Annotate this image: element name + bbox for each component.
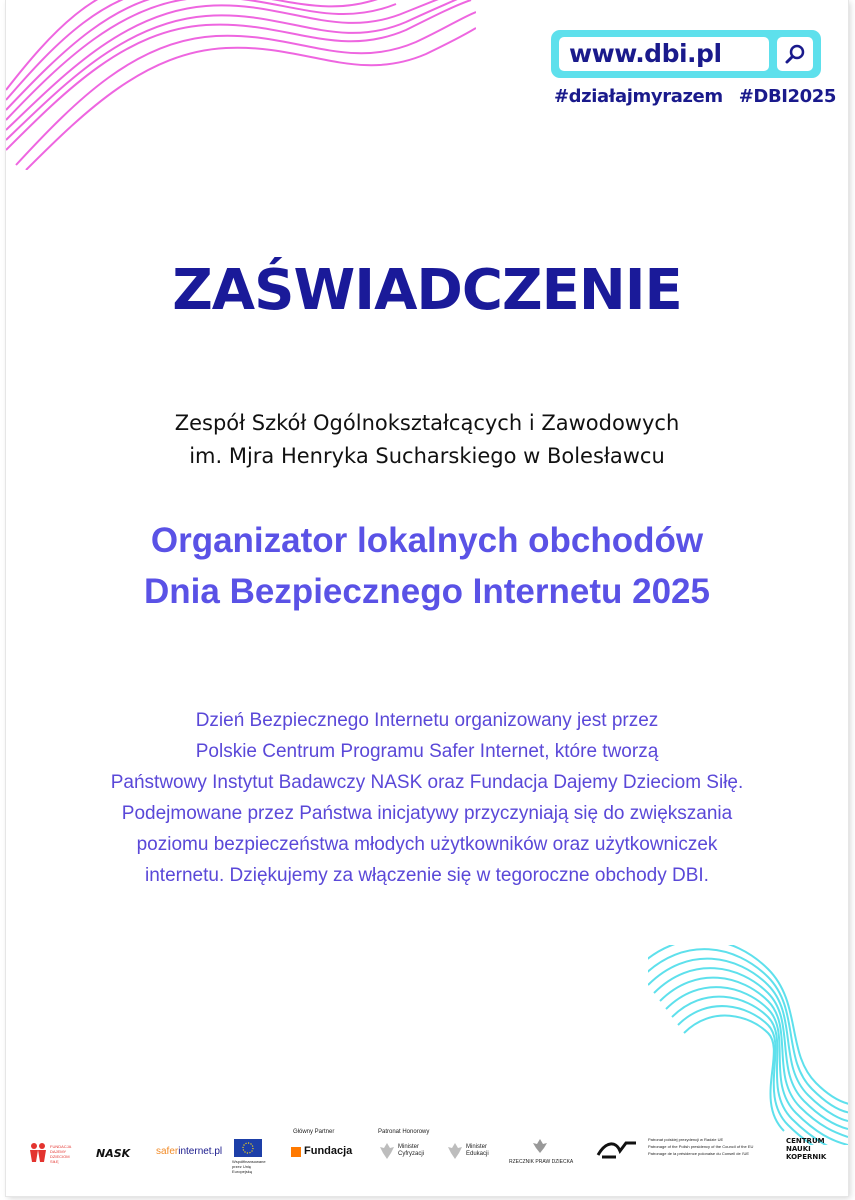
search-button[interactable] (777, 37, 813, 71)
eagle-icon (533, 1139, 547, 1153)
body-line: Państwowy Instytut Badawczy NASK oraz Fundacja Dajemy Dzieciom Siłę. (110, 772, 744, 793)
fdds-logo (28, 1142, 72, 1167)
certificate-page (6, 0, 848, 1196)
eu-logo: Współfinansowane przez Unię Europejską (234, 1139, 262, 1162)
role-line-1: Organizator lokalnych obchodów (150, 521, 704, 560)
presidency-mark-icon (596, 1137, 640, 1159)
body-line: Polskie Centrum Programu Safer Internet, które tworzą (195, 741, 659, 762)
eu-presidency-logo: Patronat polskiej prezydencji w Radzie UE Patronage of the Polish presidency of the Council of the EU Patronage de la présidence polonaise du Conseil de l'UE (596, 1137, 640, 1164)
fdds-text: FUNDACJA DAJEMY DZIECIOM SIŁĘ (50, 1144, 72, 1164)
body-paragraph (6, 705, 848, 891)
school-line-1: Zespół Szkół Ogólnokształcących i Zawodowych (174, 411, 680, 435)
role-line-2: Dnia Bezpiecznego Internetu 2025 (144, 572, 710, 611)
search-icon (784, 43, 806, 65)
body-line: Podejmowane przez Państwa inicjatywy przyczyniają się do zwiększania (121, 803, 733, 824)
hashtag-dzialajmyrazem: #działajmyrazem (554, 86, 723, 107)
role-heading (6, 515, 848, 617)
certificate-title: ZAŚWIADCZENIE (172, 258, 682, 323)
cyan-waves-decoration (648, 945, 848, 1145)
body-line: poziomu bezpieczeństwa młodych użytkowników oraz użytkowniczek (136, 834, 718, 855)
eagle-icon (448, 1143, 462, 1159)
footer-logos: FUNDACJA DAJEMY DZIECIOM SIŁĘ NASK saferinternet.pl Współfinansowane przez Unię Europejską Główny Partner Fundacja Patronat Honorowy Minister Cyfryzacji Minister Edukacji RZECZNIK PRAW DZIECKA Patronat polskiej prezydencji w Radzie UE Patronage of the Polish presidency of the Council of the EU Patronage de la présidence polonaise du Conseil de l'UE CENTRUM NAUKI KOPERNIK (6, 1125, 848, 1175)
saferinternet-logo: saferinternet.pl (156, 1146, 223, 1157)
eu-flag-icon (234, 1139, 262, 1157)
body-line: Dzień Bezpiecznego Internetu organizowany jest przez (195, 710, 659, 731)
nask-logo: NASK (96, 1147, 131, 1160)
fdds-children-icon (28, 1142, 48, 1162)
eagle-icon (380, 1143, 394, 1159)
kopernik-logo: CENTRUM NAUKI KOPERNIK (786, 1137, 827, 1161)
url-field[interactable]: www.dbi.pl (559, 37, 769, 71)
hashtags (554, 86, 837, 107)
hashtag-dbi2025: #DBI2025 (738, 86, 837, 107)
school-name (6, 407, 848, 473)
search-bar[interactable] (551, 30, 821, 78)
orange-square-icon (291, 1147, 301, 1157)
body-line: internetu. Dziękujemy za włączenie się w tegoroczne obchody DBI. (145, 865, 709, 886)
school-line-2: im. Mjra Henryka Sucharskiego w Bolesławcu (189, 444, 665, 468)
pink-waves-decoration (6, 0, 476, 170)
